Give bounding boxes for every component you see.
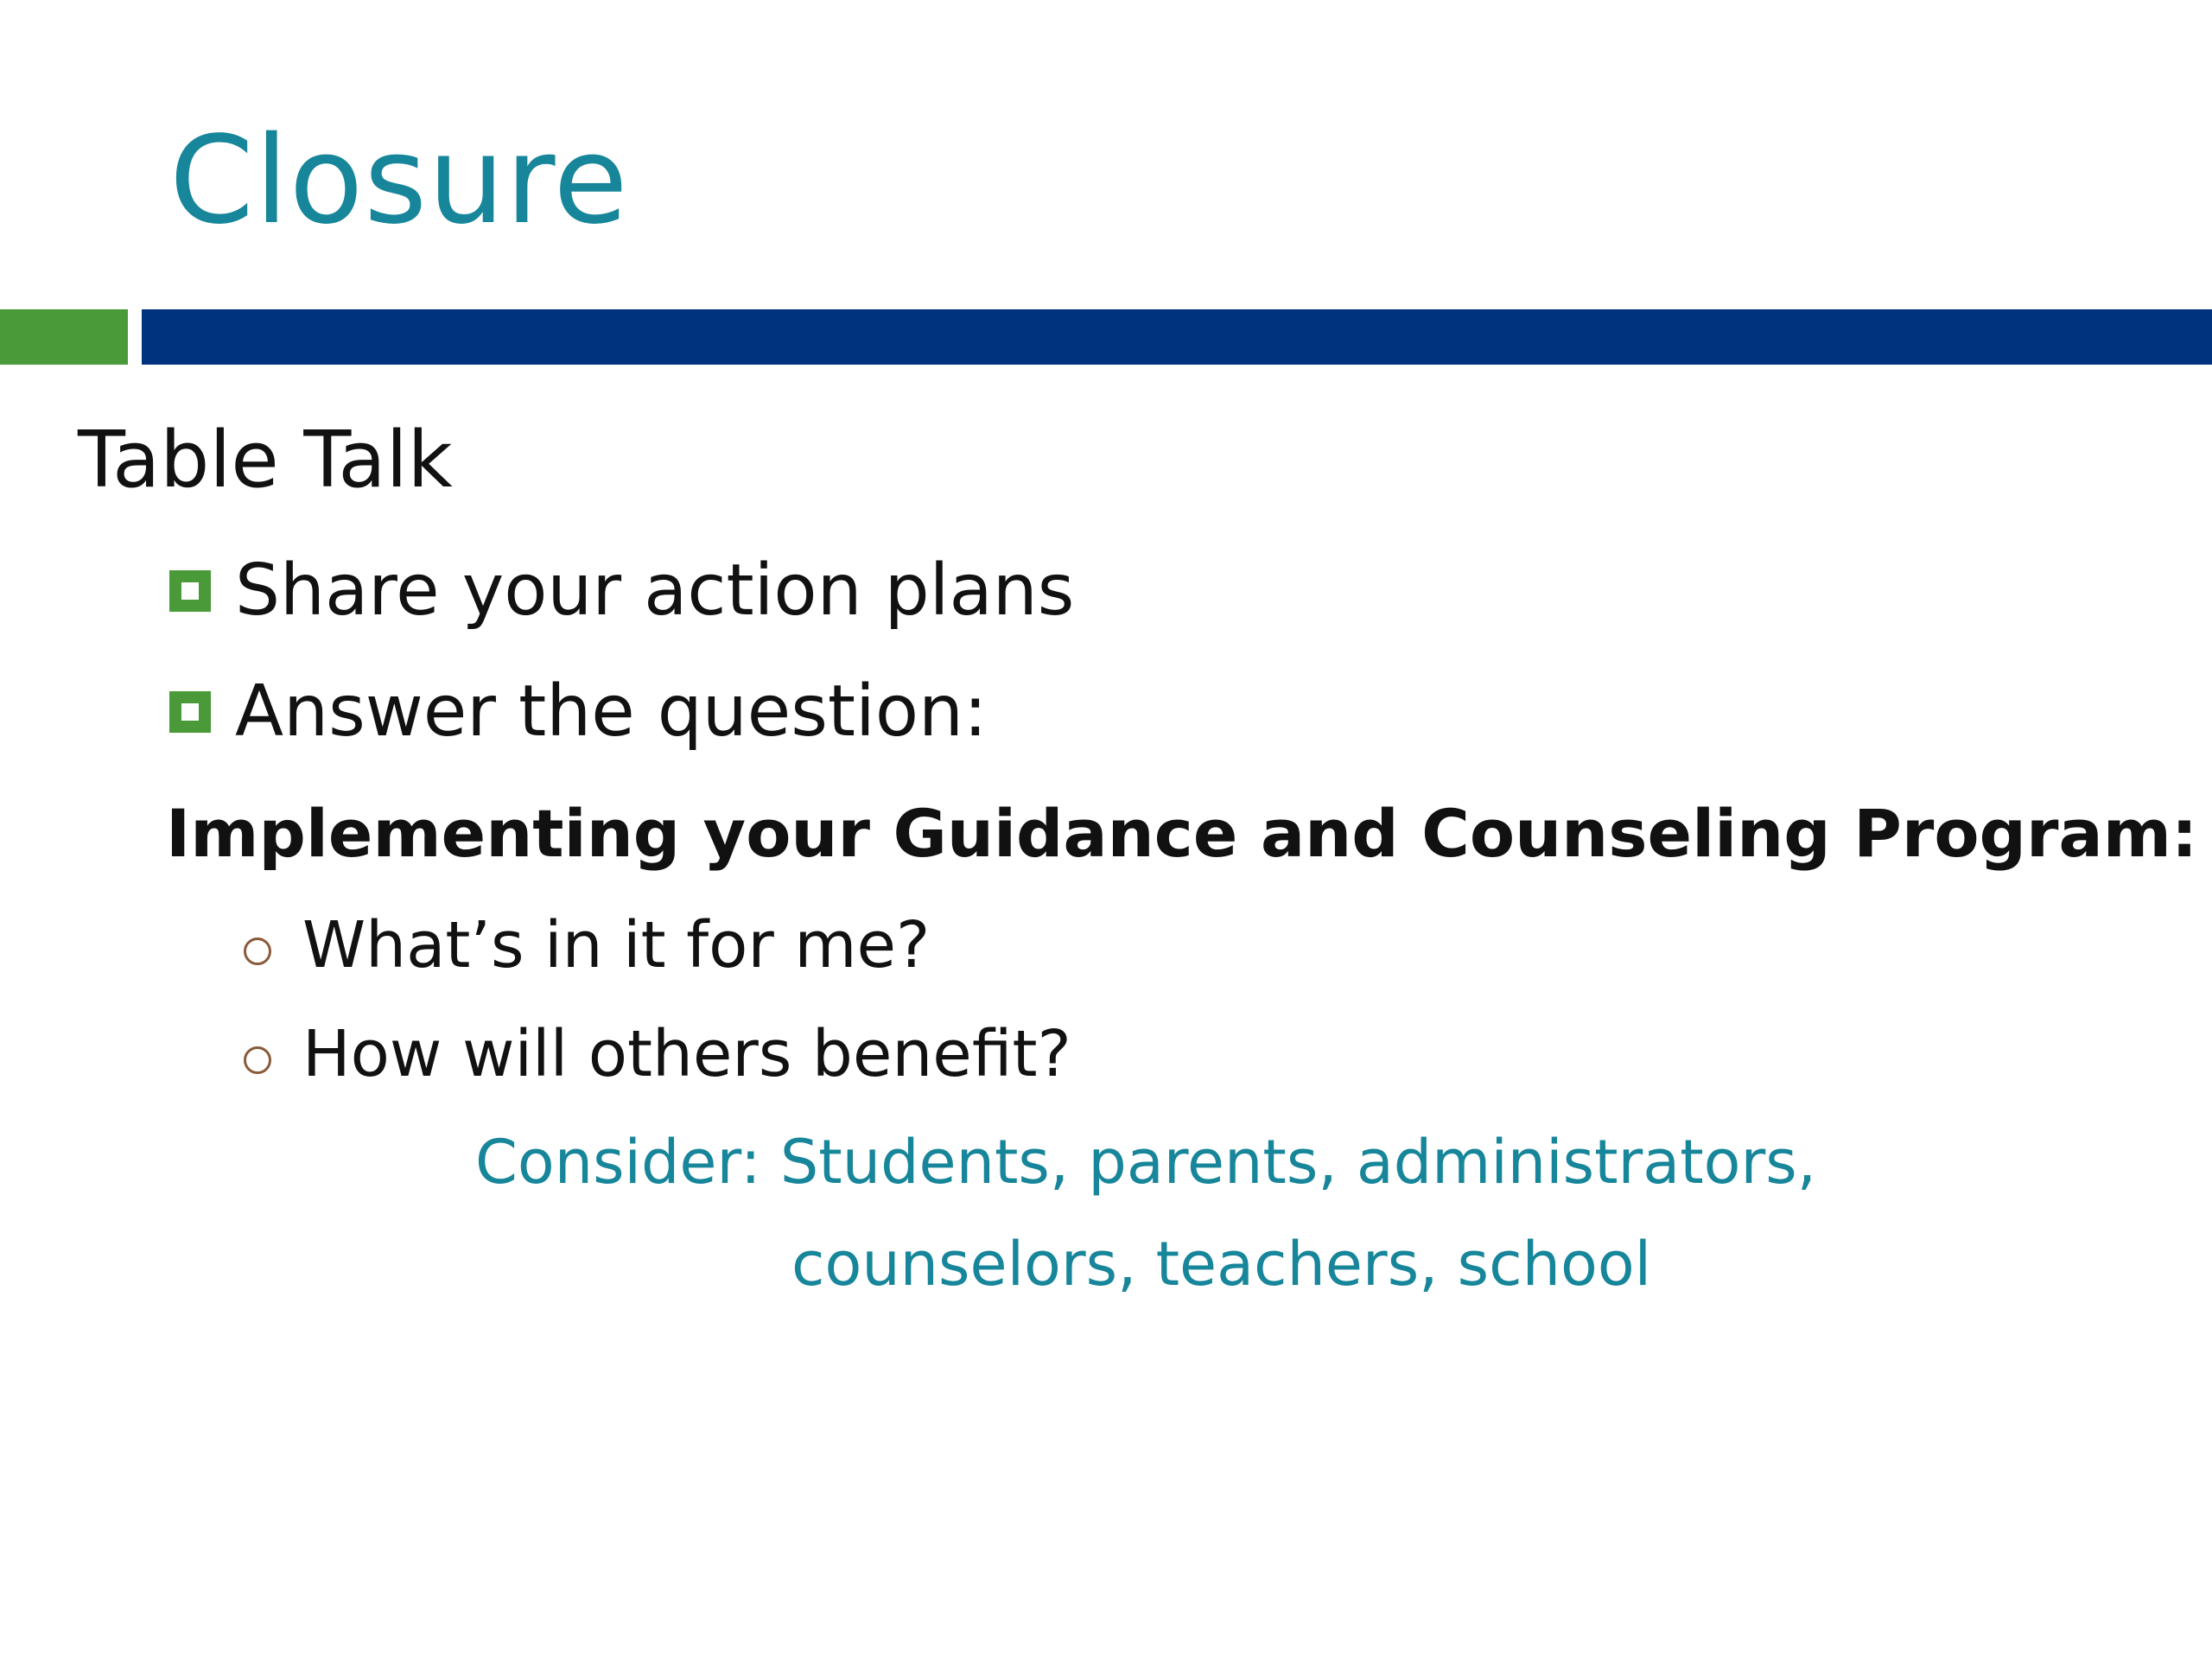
bullet-item — [169, 669, 988, 755]
accent-bar-blue — [142, 309, 2212, 365]
slide-title: Closure — [169, 111, 629, 251]
sub-bullet-item — [244, 904, 930, 987]
sub-bullet-text: How will others benefit? — [302, 1017, 1071, 1091]
consider-line-2: counselors, teachers, school — [791, 1229, 1652, 1300]
accent-bar-green — [0, 309, 128, 365]
consider-line-1: Consider: Students, parents, administrators, — [475, 1127, 1816, 1198]
sub-bullet-item — [244, 1013, 1071, 1096]
bullet-text: Share your action plans — [235, 550, 1075, 632]
circle-bullet-icon — [244, 938, 271, 965]
sub-bullet-text: What’s in it for me? — [302, 908, 931, 982]
bullet-text: Answer the question: — [235, 671, 988, 753]
square-bullet-icon — [169, 691, 211, 733]
square-bullet-icon — [169, 570, 211, 612]
circle-bullet-icon — [244, 1046, 271, 1074]
bullet-item — [169, 548, 1074, 634]
section-heading: Table Talk — [78, 415, 453, 505]
program-question: Implementing your Guidance and Counseling Program: — [166, 795, 2198, 872]
